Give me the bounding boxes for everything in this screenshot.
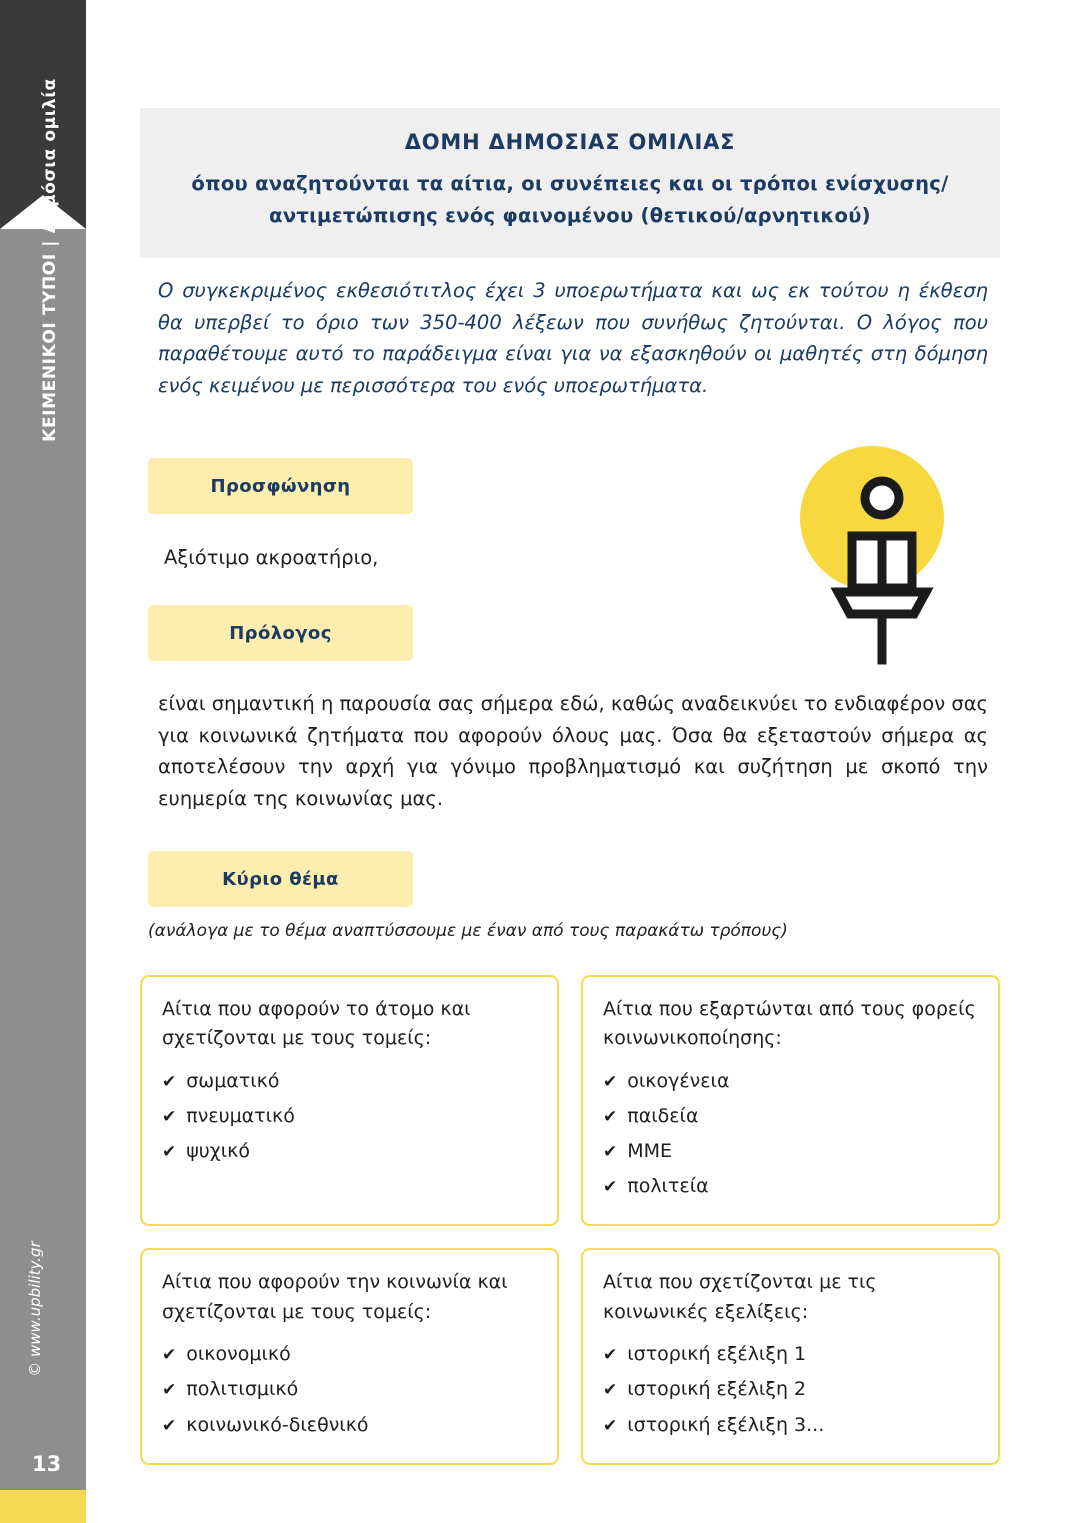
list-item bbox=[162, 1064, 537, 1099]
list-item-label: πολιτισμικό bbox=[186, 1378, 299, 1401]
list-item bbox=[603, 1337, 978, 1372]
check-icon: ✔ bbox=[603, 1142, 618, 1163]
check-icon: ✔ bbox=[162, 1345, 177, 1366]
list-item bbox=[603, 1169, 978, 1204]
list-item bbox=[162, 1099, 537, 1134]
intro-paragraph: Ο συγκεκριμένος εκθεσιότιτλος έχει 3 υποερωτήματα και ως εκ τούτου η έκθεση θα υπερβεί το όριο των 350-400 λέξεων που συνήθως ζητούνται. Ο λόγος που παραθέτουμε αυτό το παράδειγμα είναι για να εξασκηθούν οι μαθητές στη δόμηση ενός κειμένου με περισσότερα του ενός υποερωτήματα. bbox=[158, 279, 988, 397]
card-heading: Αίτια που σχετίζονται με τις κοινωνικές εξελίξεις: bbox=[603, 1271, 877, 1323]
page-subtitle-line2: αντιμετώπισης ενός φαινομένου (θετικού/αρνητικού) bbox=[269, 204, 871, 228]
page-content bbox=[140, 0, 1020, 1523]
list-item bbox=[162, 1408, 537, 1443]
sidebar bbox=[0, 0, 86, 1523]
card-list bbox=[603, 1337, 978, 1442]
card-list bbox=[162, 1337, 537, 1442]
list-item-label: ιστορική εξέλιξη 1 bbox=[627, 1343, 807, 1366]
list-item-label: ΜΜΕ bbox=[627, 1140, 673, 1163]
page-subtitle-line1: όπου αναζητούνται τα αίτια, οι συνέπειες και οι τρόποι ενίσχυσης/ bbox=[191, 172, 949, 195]
sidebar-vertical-title: ΚΕΙΜΕΝΙΚΟΙ ΤΥΠΟΙ | Δημόσια ομιλία bbox=[40, 78, 60, 442]
list-item-label: οικογένεια bbox=[627, 1069, 730, 1092]
list-item bbox=[603, 1064, 978, 1099]
list-item-label: σωματικό bbox=[186, 1069, 280, 1092]
list-item-label: πνευματικό bbox=[186, 1105, 295, 1128]
section-tab-prologue bbox=[148, 605, 413, 661]
check-icon: ✔ bbox=[603, 1177, 618, 1198]
check-icon: ✔ bbox=[162, 1415, 177, 1436]
page-title: ΔΟΜΗ ΔΗΜΟΣΙΑΣ ΟΜΙΛΙΑΣ bbox=[404, 130, 736, 154]
check-icon: ✔ bbox=[162, 1071, 177, 1092]
list-item bbox=[162, 1372, 537, 1407]
speaker-at-podium-icon bbox=[760, 440, 990, 680]
card-heading: Αίτια που αφορούν το άτομο και σχετίζονται με τους τομείς: bbox=[162, 998, 471, 1050]
section-tab-main-topic-label: Κύριο θέμα bbox=[222, 868, 339, 890]
check-icon: ✔ bbox=[603, 1415, 618, 1436]
list-item-label: κοινωνικό-διεθνικό bbox=[186, 1413, 369, 1436]
cards-grid bbox=[140, 975, 1000, 1465]
page-number: 13 bbox=[32, 1452, 62, 1476]
card-causes-socialization bbox=[581, 975, 1000, 1226]
section-tab-prologue-label: Πρόλογος bbox=[229, 622, 332, 644]
card-causes-social-developments bbox=[581, 1248, 1000, 1464]
check-icon: ✔ bbox=[603, 1380, 618, 1401]
sidebar-copyright: © www.upbility.gr bbox=[26, 1241, 44, 1377]
list-item-label: ψυχικό bbox=[186, 1140, 251, 1163]
check-icon: ✔ bbox=[162, 1380, 177, 1401]
section-tab-salutation bbox=[148, 458, 413, 514]
list-item bbox=[603, 1408, 978, 1443]
list-item bbox=[162, 1337, 537, 1372]
list-item-label: οικονομικό bbox=[186, 1343, 291, 1366]
list-item-label: ιστορική εξέλιξη 3... bbox=[627, 1413, 825, 1436]
card-heading: Αίτια που εξαρτώνται από τους φορείς κοινωνικοποίησης: bbox=[603, 998, 976, 1050]
section-tab-main-topic bbox=[148, 851, 413, 907]
list-item bbox=[603, 1134, 978, 1169]
list-item-label: παιδεία bbox=[627, 1105, 699, 1128]
salutation-text: Αξιότιμο ακροατήριο, bbox=[164, 546, 379, 569]
check-icon: ✔ bbox=[162, 1107, 177, 1128]
check-icon: ✔ bbox=[603, 1107, 618, 1128]
card-list bbox=[162, 1064, 537, 1169]
list-item bbox=[162, 1134, 537, 1169]
check-icon: ✔ bbox=[603, 1071, 618, 1092]
check-icon: ✔ bbox=[162, 1142, 177, 1163]
main-topic-note: (ανάλογα με το θέμα αναπτύσσουμε με έναν από τους παρακάτω τρόπους) bbox=[148, 921, 788, 941]
card-list bbox=[603, 1064, 978, 1205]
list-item bbox=[603, 1099, 978, 1134]
card-causes-society bbox=[140, 1248, 559, 1464]
list-item bbox=[603, 1372, 978, 1407]
list-item-label: ιστορική εξέλιξη 2 bbox=[627, 1378, 807, 1401]
check-icon: ✔ bbox=[603, 1345, 618, 1366]
prologue-text: είναι σημαντική η παρουσία σας σήμερα εδώ, καθώς αναδεικνύει το ενδιαφέρον σας για κοινωνικά ζητήματα που αφορούν όλους μας. Όσα θα εξεταστούν σήμερα ας αποτελέσουν την αρχή για γόνιμο προβληματισμό και συζήτηση με σκοπό την ευημερία της κοινωνίας μας. bbox=[158, 692, 988, 810]
sidebar-accent-bar bbox=[0, 1490, 86, 1523]
card-heading: Αίτια που αφορούν την κοινωνία και σχετίζονται με τους τομείς: bbox=[162, 1271, 508, 1323]
card-causes-individual bbox=[140, 975, 559, 1226]
header-box bbox=[140, 108, 1000, 258]
section-tab-salutation-label: Προσφώνηση bbox=[210, 475, 351, 497]
list-item-label: πολιτεία bbox=[627, 1175, 709, 1198]
